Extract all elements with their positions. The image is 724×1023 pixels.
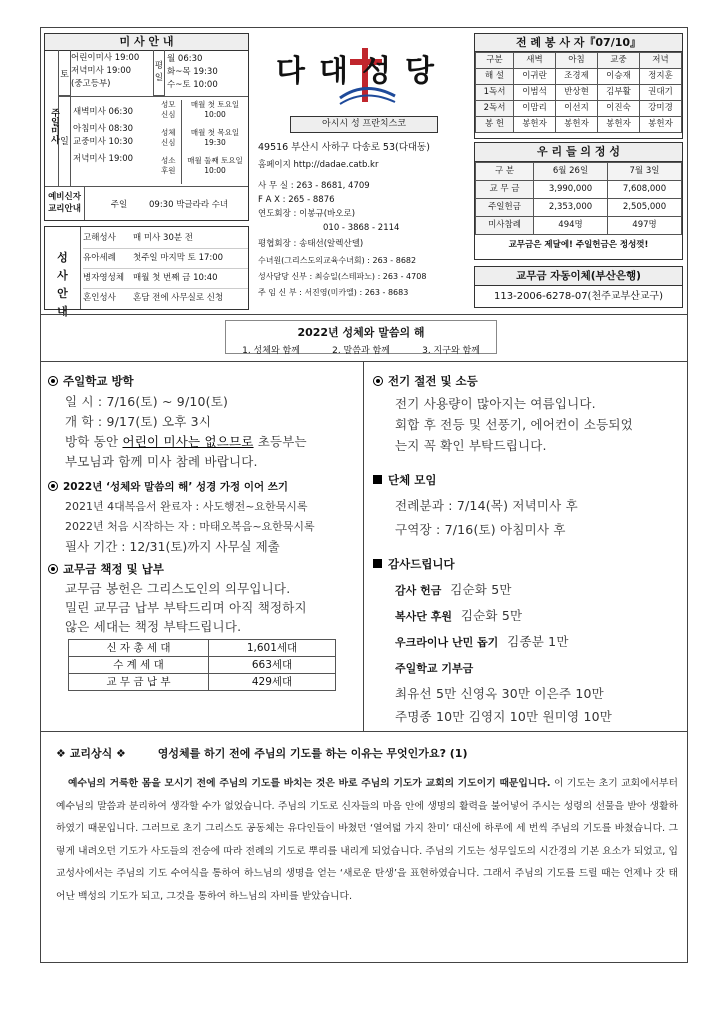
sacrament-value: 매 미사 30분 전 [133, 233, 193, 243]
year-title: 2022년 성체와 말씀의 해 [297, 326, 425, 339]
sacrament-rows [83, 229, 248, 308]
weekday-masses [167, 53, 247, 92]
vacation-note-1 [65, 432, 358, 452]
sacrament-row [83, 269, 248, 289]
table-cell: 해 설 [476, 69, 514, 85]
table-row [476, 217, 682, 235]
table-row [476, 181, 682, 199]
thanks-title: 감사드립니다 [388, 557, 455, 571]
left-column [48, 373, 358, 691]
note-key: 성소후원 [161, 156, 182, 184]
year-banner [225, 320, 497, 354]
note-value: 매월 첫 목요일 19:30 [190, 128, 240, 147]
note-row [161, 100, 248, 128]
tithe-value: 663세대 [209, 657, 336, 674]
table-cell: 봉헌자 [597, 117, 639, 133]
offering-table [475, 162, 682, 235]
table-cell: 이진숙 [597, 101, 639, 117]
meeting-line-1: 전례분과 : 7/14(목) 저녁미사 후 [395, 498, 578, 513]
table-header-cell: 구 분 [476, 163, 534, 181]
table-cell: 권대기 [639, 85, 681, 101]
table-header-cell: 저녁 [639, 53, 681, 69]
square-bullet-icon [373, 475, 382, 484]
thanks-extra-2: 주명종 10만 김영지 10만 원미영 10만 [395, 709, 613, 724]
tithe-row [69, 674, 336, 691]
catechism-label: 예비신자 교리안내 [45, 186, 85, 220]
mass-title: 미 사 안 내 [45, 34, 248, 51]
thanks-key: 복사단 후원 [395, 610, 452, 623]
table-cell: 이맘리 [514, 101, 556, 117]
table-row [476, 69, 682, 85]
vacation-note-2: 부모님과 함께 미사 참례 바랍니다. [65, 454, 258, 469]
school-vacation-title: 주일학교 방학 [63, 374, 134, 388]
contact-council: 평협회장 : 송태선(알렉산델) [258, 239, 364, 249]
table-cell: 3,990,000 [534, 181, 608, 199]
tithe-line-3: 않은 세대는 책정 부탁드립니다. [65, 619, 242, 634]
table-cell: 7,608,000 [608, 181, 682, 199]
note-row [161, 128, 248, 156]
catechism-text: 이 기도는 초기 교회에서부터 예수님의 말씀과 분리하여 생각할 수가 없었습니다. 주님의 기도로 신자들의 마음 안에 생명의 활력을 불어넣어 주시는 성령의 선물을 받아 생활하하였기 때문입니다. 그러므로 초기 그리스도 공동체는 유다인들이 바쳤던 ‘열여덟 가지 찬미’ 대신에 하루에 세 번씩 주님의 기도를 바쳤습니다. 그렇게 내려오던 기도가 사도들의 전승에 따라 전례의 기도로 뿌리를 내리게 되었습니다. 주님의 기도는 성무일도의 시간경의 기본 요소가 되었고, 입교성사에서는 주님의 기도 수여식을 통하여 하느님의 생명을 얻는 ‘새로운 탄생’을 표현하였습니다. 그래서 주님의 기도를 드릴 때는 언제나 갓 태어난 백성의 기도가 되고, 그것을 통하여 하느님의 자비를 받았습니다. [56, 778, 678, 902]
sacrament-value: 혼담 전에 사무실로 신청 [133, 293, 224, 303]
group-meeting-title: 단체 모임 [388, 473, 437, 487]
mass-label [45, 50, 59, 186]
thanks-row [395, 604, 683, 630]
table-cell: 교 무 금 [476, 181, 534, 199]
weekday-time-1: 월 06:30 [167, 54, 203, 64]
bible-line-1: 2021년 4대복음서 완료자 : 사도행전~요한묵시록 [65, 500, 308, 513]
table-cell: 봉 헌 [476, 117, 514, 133]
power-saving-title: 전기 절전 및 소등 [388, 374, 478, 388]
sat-mass-2: 저녁미사 19:00 (중고등부) [71, 66, 132, 89]
bullet-icon [48, 564, 58, 574]
sun-mass-1: 새벽미사 06:30 [73, 107, 134, 117]
contact-convent: 수녀원(그리스도의교육수녀회) : 263 - 8682 [258, 256, 417, 265]
table-cell: 반상현 [556, 85, 598, 101]
table-row [476, 85, 682, 101]
table-cell: 이승재 [597, 69, 639, 85]
patron-label: 아시시 성 프란치스코 [290, 116, 438, 133]
table-cell: 김부활 [597, 85, 639, 101]
weekday-col-text: 평일 [154, 61, 164, 83]
catechism-time: 09:30 박글라라 수녀 [149, 200, 229, 210]
parish-name: 다대성당 [276, 54, 448, 89]
table-cell: 주일헌금 [476, 199, 534, 217]
thanks-value: 김순화 5만 [450, 582, 512, 597]
sacrament-value: 첫주일 마지막 토 17:00 [133, 253, 224, 263]
tithe-key: 신 자 총 세 대 [69, 640, 209, 657]
table-cell: 2,505,000 [608, 199, 682, 217]
sacrament-key: 고해성사 [83, 233, 116, 243]
parish-info [258, 139, 468, 301]
sacrament-key: 유아세례 [83, 253, 116, 263]
thanks-key: 감사 헌금 [395, 584, 442, 597]
table-cell: 정지훈 [639, 69, 681, 85]
table-header-cell: 새벽 [514, 53, 556, 69]
autopay-box [474, 266, 683, 308]
table-header-cell: 아침 [556, 53, 598, 69]
tithe-line-1: 교무금 봉헌은 그리스도인의 의무입니다. [65, 581, 291, 596]
table-row [476, 199, 682, 217]
thanks-value: 김종분 1만 [507, 634, 569, 649]
group-meeting-heading [373, 472, 683, 488]
square-bullet-icon [373, 559, 382, 568]
sun-mass-2: 아침미사 08:30 [73, 124, 134, 134]
mass-vertical-label: 주일미사 [49, 108, 59, 144]
table-cell: 이선지 [556, 101, 598, 117]
tithe-table [68, 639, 336, 691]
table-cell: 이범석 [514, 85, 556, 101]
bible-copy-heading [48, 479, 358, 494]
homepage-link[interactable]: 홈페이지 http://dadae.catb.kr [258, 160, 379, 170]
sacrament-box [44, 226, 249, 318]
thanks-heading [373, 556, 683, 572]
contact-yeondo-phone: 010 - 3868 - 2114 [323, 223, 400, 233]
table-cell: 봉헌자 [514, 117, 556, 133]
servers-title: 전 례 봉 사 자『07/10』 [475, 34, 682, 52]
note-key: 성모신심 [161, 100, 182, 128]
thanks-key: 우크라이나 난민 돕기 [395, 636, 499, 649]
table-header-cell: 6월 26일 [534, 163, 608, 181]
school-vacation-heading [48, 373, 358, 389]
catechism-label: ❖ 교리상식 ❖ [56, 747, 126, 760]
thanks-row [395, 656, 683, 682]
thanks-extra-1: 최유선 5만 신영옥 30만 이은주 10만 [395, 686, 604, 701]
power-line-1: 전기 사용량이 많아지는 여름입니다. [395, 396, 596, 411]
sacrament-label: 성 사 안 내 [45, 227, 81, 309]
autopay-title: 교무금 자동이체(부산은행) [475, 267, 682, 286]
table-header-cell: 7월 3일 [608, 163, 682, 181]
bible-copy-title: 2022년 ‘성체와 말씀의 해’ 성경 가정 이어 쓰기 [63, 481, 289, 493]
thanks-value: 김순화 5만 [460, 608, 523, 623]
tithe-row [69, 640, 336, 657]
mass-schedule [44, 33, 249, 221]
servers-box [474, 33, 683, 139]
tithe-key: 수 계 세 대 [69, 657, 209, 674]
table-cell: 497명 [608, 217, 682, 235]
sacrament-value: 매월 첫 번째 금 10:40 [133, 273, 218, 283]
note-value: 매월 둘째 토요일 10:00 [187, 156, 243, 175]
tithe-key: 교 무 금 납 부 [69, 674, 209, 691]
bible-line-3: 필사 기간 : 12/31(토)까지 사무실 제출 [65, 539, 280, 554]
note-row [161, 156, 248, 184]
catechism-heading [56, 745, 678, 761]
contact-assistant: 성사담당 신부 : 최승일(스테파노) : 263 - 4708 [258, 272, 427, 281]
servers-table [475, 52, 682, 133]
weekday-label [153, 50, 165, 96]
bible-line-2: 2022년 처음 시작하는 자 : 마태오복음~요한묵시록 [65, 520, 315, 533]
vacation-dates: 일 시 : 7/16(토) ~ 9/10(토) [65, 394, 229, 409]
meeting-line-2: 구역장 : 7/16(토) 아침미사 후 [395, 522, 566, 537]
tithe-row [69, 657, 336, 674]
table-cell: 미사참례 [476, 217, 534, 235]
offering-box [474, 142, 683, 260]
tithe-value: 1,601세대 [209, 640, 336, 657]
mass-grid [45, 50, 248, 220]
offering-note: 교무금은 제달에! 주일헌금은 정성껏! [508, 240, 649, 250]
table-header-row [476, 163, 682, 181]
table-header-cell: 교중 [597, 53, 639, 69]
contact-yeondo: 연도회장 : 이봉규(바오로) [258, 209, 356, 219]
catechism-section [56, 745, 678, 908]
sacrament-row [83, 249, 248, 269]
table-cell: 봉헌자 [639, 117, 681, 133]
thanks-list [373, 578, 683, 728]
sun-mass-4: 저녁미사 19:00 [73, 154, 134, 164]
power-line-2: 회합 후 전등 및 선풍기, 에어컨이 소등되었 [395, 417, 633, 432]
sat-mass-1: 어린이미사 19:00 [71, 53, 140, 63]
year-item-2: 2. 말씀과 함께 [332, 346, 390, 356]
bullet-icon [373, 376, 383, 386]
catechism-day: 주일 [110, 200, 128, 210]
year-items [226, 343, 496, 356]
note-key: 성체신심 [161, 128, 182, 156]
catechism-question: 영성체를 하기 전에 주님의 기도를 하는 이유는 무엇인가요? (1) [157, 747, 468, 760]
table-cell: 이귀란 [514, 69, 556, 85]
weekday-time-2: 화~목 19:30 [167, 67, 218, 77]
catechism-body [56, 773, 678, 908]
sun-notes [161, 100, 248, 184]
table-header-row [476, 53, 682, 69]
sun-mass-3: 교중미사 10:30 [73, 137, 134, 147]
parish-logo [270, 40, 460, 110]
right-column [373, 373, 683, 728]
catechism-lead: 예수님의 거룩한 몸을 모시기 전에 주님의 기도를 바치는 것은 바로 주님의 기도가 교회의 기도이기 때문입니다. [68, 778, 551, 789]
contact-office: 사 무 실 : 263 - 8681, 4709 [258, 181, 370, 191]
sat-label: 토 [59, 50, 71, 96]
sacrament-row [83, 229, 248, 249]
tithe-title: 교무금 책정 및 납부 [63, 562, 164, 576]
offering-title: 우 리 들 의 정 성 [475, 143, 682, 162]
contact-fax: F A X : 265 - 8876 [258, 195, 335, 205]
bullet-icon [48, 376, 58, 386]
vacation-note-b: 어린이 미사는 없으므로 [122, 434, 254, 449]
weekday-time-3: 수~토 10:00 [167, 80, 218, 90]
address: 49516 부산시 사하구 다송로 53(다대동) [258, 142, 430, 153]
table-cell: 강미경 [639, 101, 681, 117]
power-saving-heading [373, 373, 683, 389]
thanks-row [395, 578, 683, 604]
table-row [476, 101, 682, 117]
sacrament-key: 병자영성체 [83, 273, 125, 283]
sun-label: 일 [59, 96, 71, 186]
table-header-cell: 구분 [476, 53, 514, 69]
sacrament-key: 혼인성사 [83, 293, 116, 303]
table-cell: 494명 [534, 217, 608, 235]
thanks-row [395, 630, 683, 656]
vacation-note-c: 초등부는 [253, 434, 307, 449]
sacrament-row [83, 289, 248, 308]
contact-pastor: 주 임 신 부 : 서진영(미카엘) : 263 - 8683 [258, 288, 409, 297]
table-cell: 봉헌자 [556, 117, 598, 133]
year-item-1: 1. 성체와 함께 [242, 346, 300, 356]
tithe-value: 429세대 [209, 674, 336, 691]
thanks-key: 주일학교 기부금 [395, 662, 474, 675]
year-item-3: 3. 지구와 함께 [422, 346, 480, 356]
bullet-icon [48, 481, 58, 491]
tithe-heading [48, 561, 358, 577]
tithe-line-2: 밀린 교무금 납부 부탁드리며 아직 책정하지 [65, 600, 307, 615]
school-reopening: 개 학 : 9/17(토) 오후 3시 [65, 414, 212, 429]
table-cell: 조경제 [556, 69, 598, 85]
vacation-note-a: 방학 동안 [65, 434, 123, 449]
power-line-3: 는지 꼭 확인 부탁드립니다. [395, 438, 547, 453]
note-value: 매월 첫 토요일 10:00 [190, 100, 240, 119]
table-row [476, 117, 682, 133]
table-cell: 2독서 [476, 101, 514, 117]
table-cell: 1독서 [476, 85, 514, 101]
sun-masses [73, 102, 163, 170]
autopay-account: 113-2006-6278-07(천주교부산교구) [494, 291, 663, 302]
table-cell: 2,353,000 [534, 199, 608, 217]
